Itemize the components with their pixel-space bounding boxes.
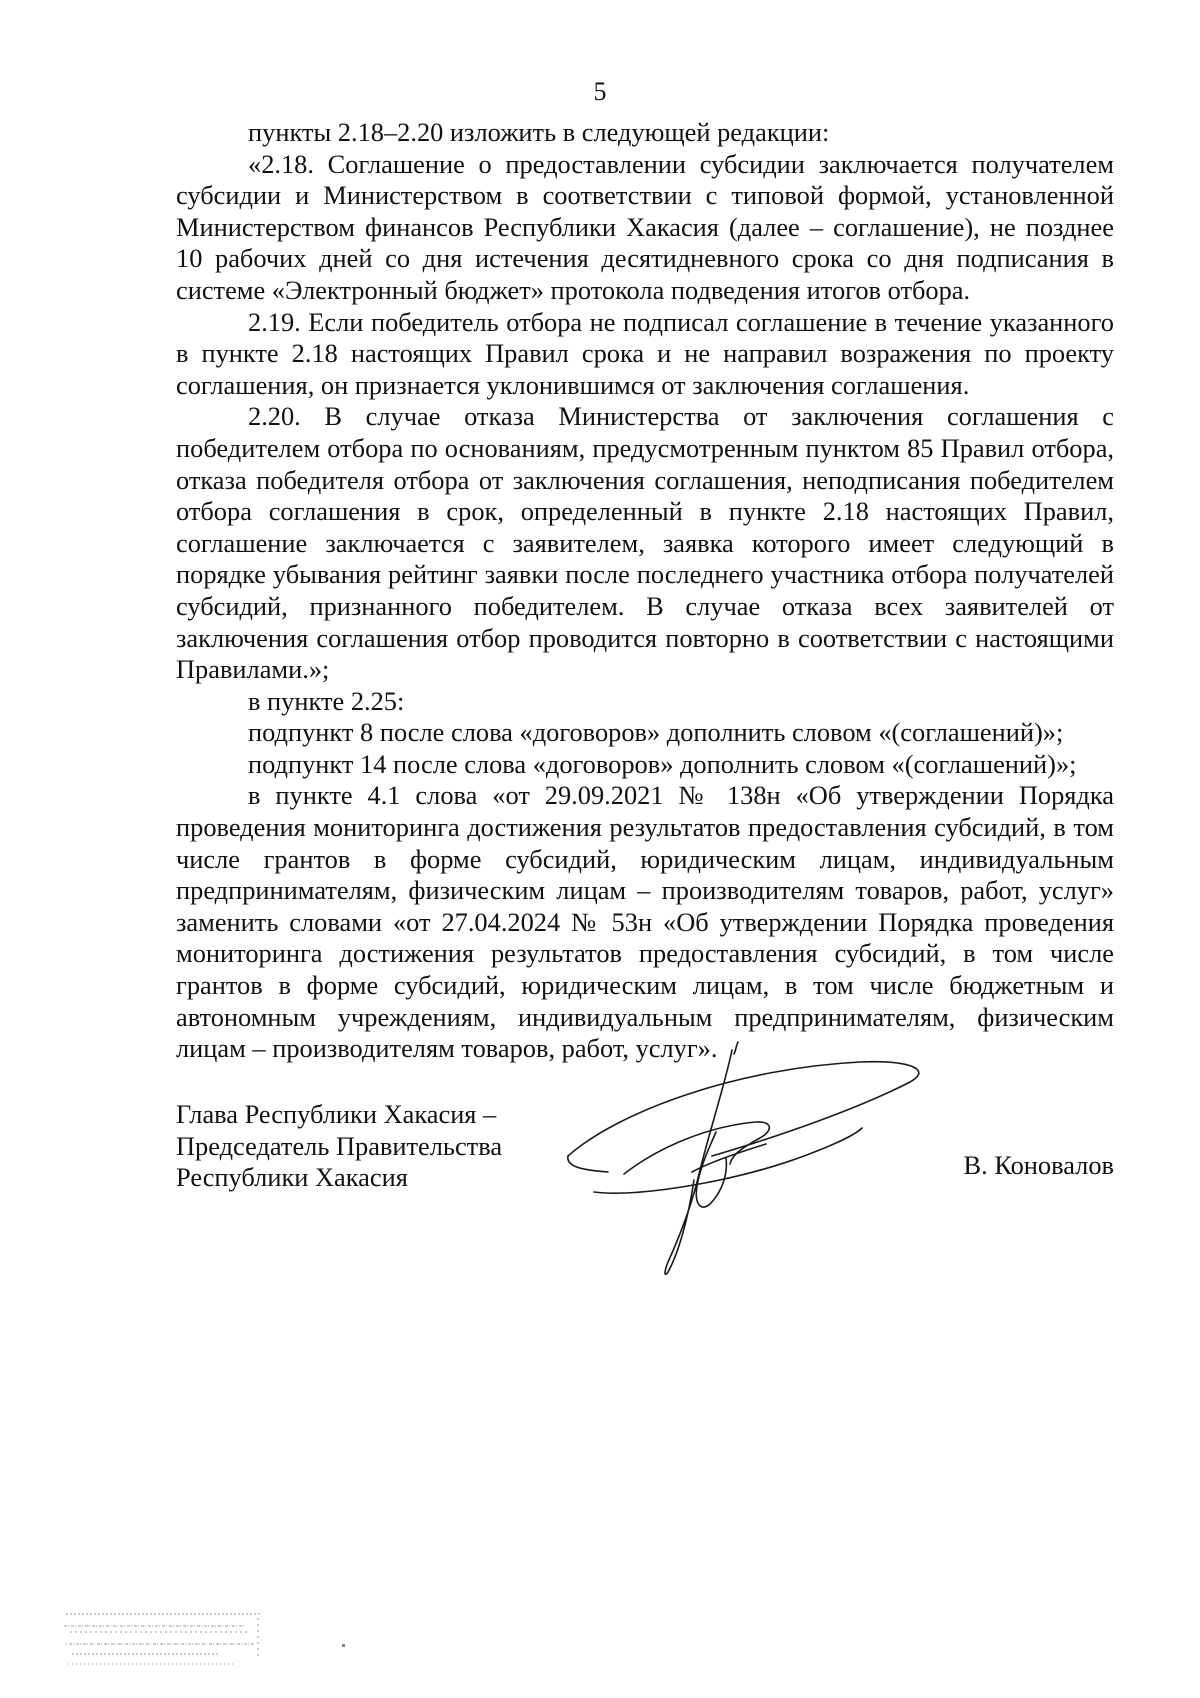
position-line: Глава Республики Хакасия – — [176, 1099, 497, 1129]
paragraph: «2.18. Соглашение о предоставлении субсидии заключается получателем субсидии и Министерством в соответствии с типовой формой, установленной Министерством финансов Республики Хакасия (далее – соглашение), не позднее 10 рабочих дней со дня истечения десятидневного срока со дня подписания в системе «Электронный бюджет» протокола подведения итогов отбора. — [176, 148, 1114, 305]
registry-stamp — [60, 1608, 270, 1668]
paragraph: 2.20. В случае отказа Министерства от заключения соглашения с победителем отбора по основаниям, предусмотренным пунктом 85 Правил отбора, отказа победителя отбора от заключения соглашения, неподписания победителем отбора соглашения в срок, определенный в пункте 2.18 настоящих Правил, соглашение заключается с заявителем, заявка которого имеет следующий в порядке убывания рейтинг заявки после последнего участника отбора получателей субсидий, признанного победителем. В случае отказа всех заявителей от заключения соглашения отбор проводится повторно в соответствии с настоящими Правилами.»; — [176, 401, 1114, 685]
handwritten-signature — [560, 1040, 940, 1290]
page-number: 5 — [593, 77, 607, 106]
paragraph: подпункт 8 после слова «договоров» дополнить словом «(соглашений)»; — [248, 717, 1064, 748]
paragraph: пункты 2.18–2.20 изложить в следующей редакции: — [248, 117, 830, 147]
paragraph: в пункте 4.1 слова «от 29.09.2021 № 138н «Об утверждении Порядка проведения мониторинга достижения результатов предоставления субсидий, в том числе грантов в форме субсидий, юридическим лицам, индивидуальным предпринимателям, физическим лицам – производителям товаров, работ, услуг» заменить словами «от 27.04.2024 № 53н «Об утверждении Порядка проведения мониторинга достижения результатов предоставления субсидий, в том числе грантов в форме субсидий, юридическим лицам, в том числе бюджетным и автономным учреждениям, индивидуальным предпринимателям, физическим лицам – производителям товаров, работ, услуг». — [176, 780, 1114, 1064]
position-line: Республики Хакасия — [176, 1162, 408, 1193]
signatory-position — [176, 1099, 502, 1194]
scan-speck — [342, 1644, 345, 1647]
paragraph: подпункт 14 после слова «договоров» дополнить словом «(соглашений)»; — [248, 748, 1077, 779]
signer-name: В. Коновалов — [963, 1150, 1114, 1180]
paragraph: в пункте 2.25: — [248, 685, 405, 716]
paragraph: 2.19. Если победитель отбора не подписал соглашение в течение указанного в пункте 2.18 настоящих Правил срока и не направил возражения по проекту соглашения, он признается уклонившимся от заключения соглашения. — [176, 306, 1114, 400]
document-body — [176, 117, 1114, 1065]
position-line: Председатель Правительства — [176, 1130, 503, 1161]
